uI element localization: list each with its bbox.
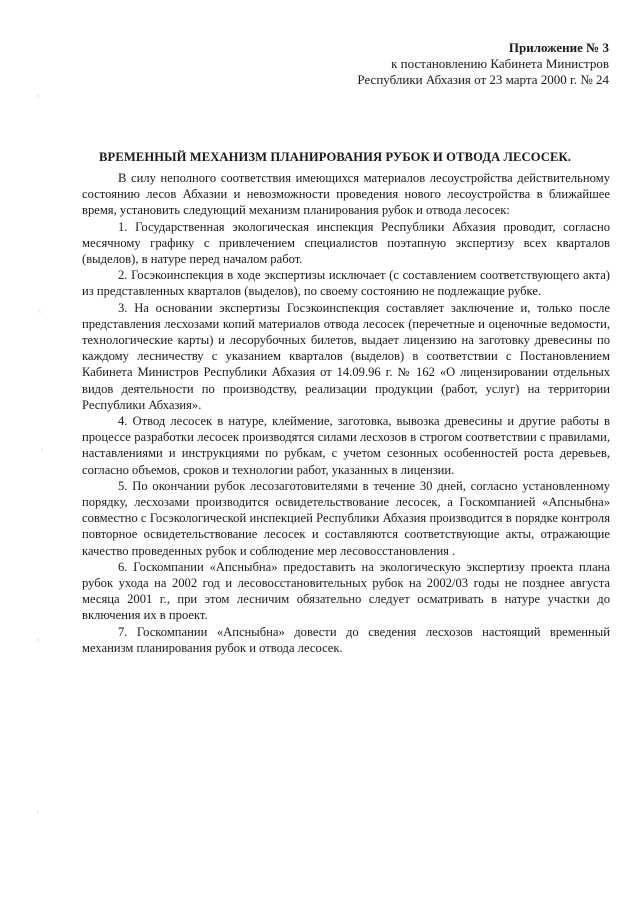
paragraph-2: 2. Госэкоинспекция в ходе экспертизы исключает (с составлением соответствующего акта) из представленных кварталов (выделов), по своему состоянию не подлежащие рубке. [82,268,610,299]
intro-paragraph: В силу неполного соответствия имеющихся материалов лесоустройства действительному состоянию лесов Абхазии и невозможности проведения нового лесоустройства в ближайшее время, установить следующий механизм планирования рубок и отвода лесосек: [82,171,610,218]
paragraph-1: 1. Государственная экологическая инспекция Республики Абхазия проводит, согласно месячному графику с привлечением специалистов поэтапную экспертизу всех кварталов (выделов), в натуре перед началом работ. [82,219,610,267]
paragraph-5: 5. По окончании рубок лесозаготовителями в течение 30 дней, согласно установленному порядку, лесхозами производится освидетельствование лесосек, а Госкомпанией «Апсныбна» совместно с Госэкологической инспекцией Республики Абхазия производится в порядке контроля повторное освидетельствование лесосек и составляются соответствующие акты, отражающие качество проведенных рубок и соблюдение мер лесовосстановления . [82,478,610,558]
paragraph-4: 4. Отвод лесосек в натуре, клеймение, заготовка, вывозка древесины и другие работы в процессе разработки лесосек производятся силами лесхозов в строгом соответствии с правилами, наставлениями и инструкциями по рубкам, с учетом сезонных особенностей роста деревьев, согласно объемов, сроков и технологии работ, указанных в лицензии. [82,414,610,477]
scan-mark: ʿ [38,308,42,322]
paragraph-7: 7. Госкомпании «Апсныбна» довести до сведения лесхозов настоящий временный механизм планирования рубок и отвода лесосек. [82,624,610,655]
document-body [82,170,610,656]
scan-mark: ʿ [36,92,40,106]
paragraph-3: 3. На основании экспертизы Госэкоинспекция составляет заключение и, только после представления лесхозами копий материалов отвода лесосек (перечетные и оценочные ведомости, технологические карты) и лесорубочных билетов, выдает лицензию на заготовку древесины по каждому лесничеству с указанием кварталов (выделов) в соответствии с Постановлением Кабинета Министров Республики Абхазия от 14.09.96 г. № 162 «О лицензировании отдельных видов деятельности по производству, реализации продукции (работ, услуг) на территории Республики Абхазия». [82,300,610,412]
appendix-header [279,40,609,88]
scan-mark: ʿ [36,636,40,650]
paragraph-6: 6. Госкомпании «Апсныбна» предоставить на экологическую экспертизу проекта плана рубок ухода на 2002 год и лесовосстановительных рубок на 2002/03 годы не позднее августа месяца 2001 г., при этом лесничим обязательно следует осматривать в натуре участки до включения их в проект. [82,559,610,623]
appendix-number: Приложение № 3 [508,40,609,55]
appendix-date-line: Республики Абхазия от 23 марта 2000 г. № 24 [357,72,609,87]
appendix-resolution-line: к постановлению Кабинета Министров [391,56,609,71]
scan-mark: ʿ [36,808,40,822]
scan-mark: ʿ [40,446,44,460]
document-title: ВРЕМЕННЫЙ МЕХАНИЗМ ПЛАНИРОВАНИЯ РУБОК И ОТВОДА ЛЕСОСЕК. [99,150,571,164]
